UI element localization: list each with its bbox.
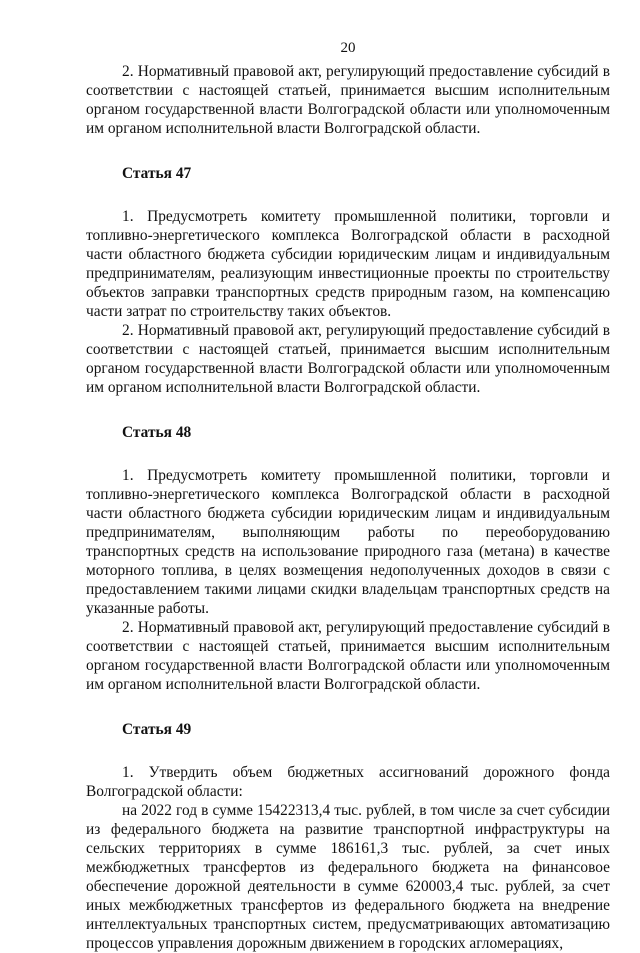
page-number: 20 xyxy=(340,40,356,56)
paragraph: на 2022 год в сумме 15422313,4 тыс. рублей, в том числе за счет субсидии из федерального бюджета на развитие транспортной инфраструктуры на сельских территориях в сумме 186161,3 тыс. рублей, за счет иных межбюджетных трансфертов из федерального бюджета на финансовое обеспечение дорожной деятельности в сумме 620003,4 тыс. рублей, за счет иных межбюджетных трансфертов из федерального бюджета на внедрение интеллектуальных транспортных систем, предусматривающих автоматизацию процессов управления дорожным движением в городских агломерациях, xyxy=(86,802,610,952)
paragraph: 1. Утвердить объем бюджетных ассигнований дорожного фонда Волгоградской области: xyxy=(86,764,610,800)
paragraph: 2. Нормативный правовой акт, регулирующий предоставление субсидий в соответствии с настоящей статьей, принимается высшим исполнительным органом государственной власти Волгоградской области или уполномоченным им органом исполнительной власти Волгоградской области. xyxy=(86,619,610,693)
paragraph: 2. Нормативный правовой акт, регулирующий предоставление субсидий в соответствии с настоящей статьей, принимается высшим исполнительным органом государственной власти Волгоградской области или уполномоченным им органом исполнительной власти Волгоградской области. xyxy=(86,322,610,396)
paragraph: 1. Предусмотреть комитету промышленной политики, торговли и топливно-энергетического комплекса Волгоградской области в расходной части областного бюджета субсидии юридическим лицам и индивидуальным предпринимателям, выполняющим работы по переоборудованию транспортных средств на использование природного газа (метана) в качестве моторного топлива, в целях возмещения недополученных доходов в связи с предоставлением такими лицами скидки владельцам транспортных средств на указанные работы. xyxy=(86,467,610,617)
document-body xyxy=(86,62,610,953)
article-heading-49: Статья 49 xyxy=(122,721,192,738)
article-heading-47: Статья 47 xyxy=(122,165,192,182)
paragraph: 1. Предусмотреть комитету промышленной политики, торговли и топливно-энергетического комплекса Волгоградской области в расходной части областного бюджета субсидии юридическим лицам и индивидуальным предпринимателям, реализующим инвестиционные проекты по строительству объектов заправки транспортных средств природным газом, на компенсацию части затрат по строительству таких объектов. xyxy=(86,208,610,320)
article-heading-48: Статья 48 xyxy=(122,424,192,441)
paragraph: 2. Нормативный правовой акт, регулирующий предоставление субсидий в соответствии с настоящей статьей, принимается высшим исполнительным органом государственной власти Волгоградской области или уполномоченным им органом исполнительной власти Волгоградской области. xyxy=(86,63,610,137)
